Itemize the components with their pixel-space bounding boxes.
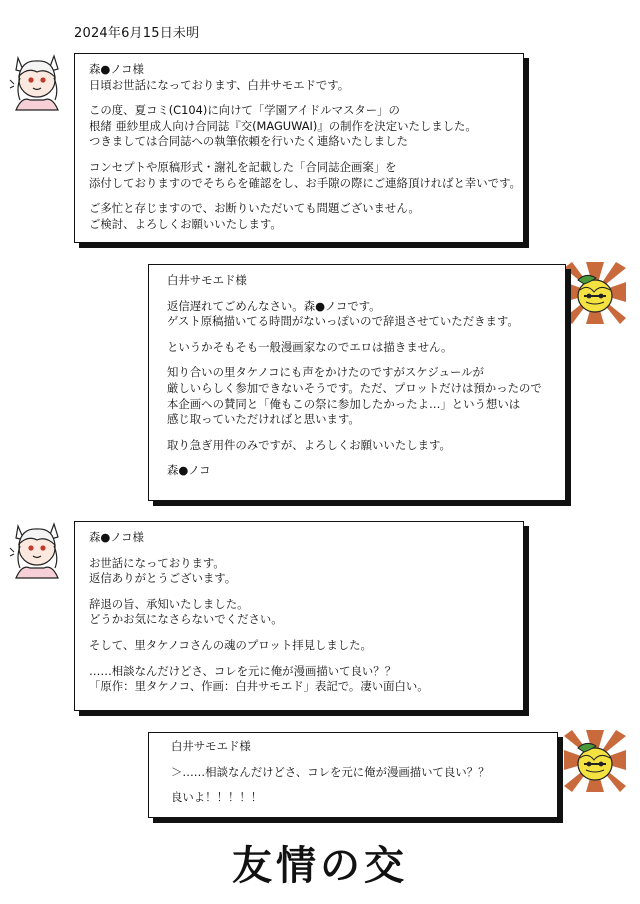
mushroom-sunburst-avatar-icon — [564, 262, 626, 324]
message-line: 添付しておりますのでそちらを確認をし、お手隙の際にご連絡頂ければと幸いです。 — [89, 175, 521, 190]
message-line: 知り合いの里タケノコにも声をかけたのですがスケジュールが — [167, 365, 484, 380]
message-bubble — [148, 264, 566, 501]
message-line: 森●ノコ様 — [89, 530, 144, 544]
message-bubble — [74, 521, 524, 711]
date-header: 2024年6月15日未明 — [74, 26, 200, 41]
message-line: お世話になっております。 — [89, 555, 225, 570]
message-line: 取り急ぎ用件のみですが、よろしくお願いいたします。 — [167, 437, 451, 452]
message-line: 「原作：里タケノコ、作画：白井サモエド」表記で。凄い面白い。 — [89, 679, 429, 694]
message-line: ゲスト原稿描いてる時間がないっぽいので辞退させていただきます。 — [167, 314, 519, 329]
message-line: ……相談なんだけどさ、コレを元に俺が漫画描いて良い？？ — [89, 663, 397, 678]
message-line: 辞退の旨、承知いたしました。 — [89, 596, 249, 611]
message-line: 白井サモエド様 — [171, 739, 251, 753]
mushroom-sunburst-avatar-icon — [564, 730, 626, 792]
message-line: コンセプトや原稿形式・謝礼を記載した「合同誌企画案」を — [89, 159, 397, 174]
dog-girl-avatar-icon — [8, 50, 66, 114]
message-line: 返信ありがとうございます。 — [89, 571, 237, 586]
message-line: ご多忙と存じますので、お断りいただいても問題ございません。 — [89, 201, 420, 216]
message-line: ＞……相談なんだけどさ、コレを元に俺が漫画描いて良い？？ — [171, 764, 490, 779]
message-line: 感じ取っていただければと思います。 — [167, 412, 360, 427]
page-title: 友情の交 — [232, 842, 408, 889]
message-line: 日頃お世話になっております、白井サモエドです。 — [89, 77, 350, 92]
message-line: ご検討、よろしくお願いいたします。 — [89, 216, 282, 231]
dog-girl-avatar-icon — [8, 518, 66, 582]
message-line: 森●ノコ — [167, 463, 211, 478]
message-bubble — [148, 732, 558, 818]
message-bubble — [74, 53, 524, 243]
message-line: 白井サモエド様 — [167, 273, 247, 287]
message-line: どうかお気になさらないでください。 — [89, 612, 283, 627]
message-line: 良いよ！！！！！ — [171, 790, 263, 805]
message-line: 本企画への賛同と「俺もこの祭に参加したかったよ…」という想いは — [167, 396, 521, 411]
message-line: 森●ノコ様 — [89, 62, 144, 76]
message-line: 厳しいらしく参加できないそうです。ただ、プロットだけは預かったので — [167, 380, 542, 395]
message-line: 根緒 亜紗里成人向け合同誌『交(MAGUWAI)』の制作を決定いたしました。 — [89, 118, 477, 133]
message-line: というかそもそも一般漫画家なのでエロは描きません。 — [167, 339, 453, 354]
message-line: そして、里タケノコさんの魂のプロット拝見しました。 — [89, 637, 372, 652]
message-line: この度、夏コミ(C104)に向けて「学園アイドルマスター」の — [89, 103, 400, 118]
message-line: 返信遅れてごめんなさい。森●ノコです。 — [167, 298, 381, 313]
message-line: つきましては合同誌への執筆依頼を行いたく連絡いたしました — [89, 134, 408, 149]
